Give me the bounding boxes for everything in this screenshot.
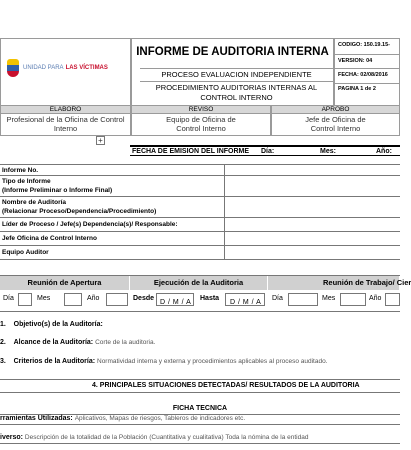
doc-page: PAGINA 1 de 2 xyxy=(338,86,376,92)
reviso-value: Equipo de Oficina de Control Interno xyxy=(166,115,236,133)
trabajo-month-field[interactable] xyxy=(340,293,366,306)
apertura-year-label: Año xyxy=(87,295,100,302)
trabajo-day-field[interactable] xyxy=(288,293,318,306)
meta-divider xyxy=(335,54,399,55)
info-row-equipo xyxy=(0,246,400,260)
apertura-year-field[interactable] xyxy=(106,293,128,306)
trabajo-year-label: Año xyxy=(369,295,382,302)
section-4-heading: 4. PRINCIPALES SITUACIONES DETECTADAS/ RESULTADOS DE LA AUDITORIA xyxy=(0,379,400,393)
ejecucion-header: Ejecución de la Auditoria xyxy=(130,276,268,290)
emission-label: FECHA DE EMISION DEL INFORME xyxy=(132,148,250,155)
emission-year-label: Año: xyxy=(376,148,392,155)
meetings-table xyxy=(0,275,411,312)
objective-label: Objetivo(s) de la Auditoría: xyxy=(13,321,103,328)
trabajo-month-label: Mes xyxy=(322,295,336,302)
objective-item xyxy=(0,320,103,329)
criteria-label: Criterios de la Auditoría: xyxy=(13,358,96,365)
apertura-header: Reunión de Apertura xyxy=(0,276,130,290)
scope-label: Alcance de la Auditoría: xyxy=(13,339,94,346)
doc-version: VERSION: 04 xyxy=(338,58,373,64)
info-row-lider xyxy=(0,218,400,232)
logo-cell xyxy=(0,38,131,106)
hasta-format-hint: D / M / A xyxy=(230,299,262,306)
emission-date-row xyxy=(130,145,400,156)
criteria-item xyxy=(0,357,328,366)
meta-divider xyxy=(335,83,399,84)
report-title: INFORME DE AUDITORIA INTERNA xyxy=(136,46,329,58)
scope-num: 2. xyxy=(0,339,6,346)
info-label: Equipo Auditor xyxy=(2,249,49,256)
universo-label: iverso: xyxy=(0,434,23,441)
criteria-num: 3. xyxy=(0,358,6,365)
desde-format-hint: D / M / A xyxy=(160,299,192,306)
logo-text-2: LAS VÍCTIMAS xyxy=(65,65,108,71)
aprobo-value: Jefe de Oficina de Control Interno xyxy=(305,115,366,133)
signature-row xyxy=(0,106,400,136)
trabajo-year-field[interactable] xyxy=(385,293,400,306)
ficha-tecnica-heading: FICHA TECNICA xyxy=(0,404,400,415)
apertura-month-label: Mes xyxy=(37,295,51,302)
doc-code: CODIGO: 150.19.15- xyxy=(338,42,390,48)
hasta-label: Hasta xyxy=(200,295,220,302)
emission-day-label: Día: xyxy=(261,148,275,155)
info-row-jefe xyxy=(0,232,400,246)
emission-month-label: Mes: xyxy=(320,148,336,155)
elaboro-col xyxy=(0,106,131,136)
info-label: Líder de Proceso / Jefe(s) Dependencia(s)/ Responsable: xyxy=(2,221,178,228)
herramientas-label: rramientas Utilizadas: xyxy=(0,415,73,422)
scope-text: Corte de la auditoria. xyxy=(95,339,156,346)
desde-label: Desde xyxy=(133,295,155,302)
aprobo-label: APROBO xyxy=(272,106,399,114)
aprobo-col xyxy=(271,106,400,136)
info-row-informe-no xyxy=(0,164,400,176)
herramientas-row xyxy=(0,414,400,425)
title-cell xyxy=(131,38,334,106)
shield-emblem-icon xyxy=(7,59,19,77)
procedure-name: PROCEDIMIENTO AUDITORIAS INTERNAS AL CONTROL INTERNO xyxy=(155,83,318,102)
universo-text: Descripción de la totalidad de la Población (Cuantitativa y cualitativa) Toda la nómina de la entidad xyxy=(24,434,309,441)
entity-logo xyxy=(7,59,108,77)
meta-divider xyxy=(335,68,399,69)
elaboro-label: ELABORO xyxy=(1,106,130,114)
process-name: PROCESO EVALUACION INDEPENDIENTE xyxy=(140,68,333,82)
info-label: Nombre de Auditoría xyxy=(2,199,67,206)
info-label: Informe No. xyxy=(2,167,39,174)
info-row-tipo xyxy=(0,176,400,197)
meta-cell xyxy=(334,38,400,106)
info-label: Tipo de Informe xyxy=(2,178,51,185)
report-info-table xyxy=(0,164,400,260)
elaboro-value: Profesional de la Oficina de Control Interno xyxy=(6,115,125,133)
trabajo-header: Reunión de Trabajo/ Cier xyxy=(268,276,400,290)
herramientas-text: Aplicativos, Mapas de riesgos, Tableros de indicadores etc. xyxy=(74,415,246,422)
criteria-text: Normatividad interna y externa y procedimientos aplicables al proceso auditado. xyxy=(97,358,328,365)
info-sublabel: (Relacionar Proceso/Dependencia/Procedimiento) xyxy=(2,208,157,215)
trabajo-day-label: Día xyxy=(272,295,283,302)
scope-item xyxy=(0,338,155,347)
reviso-col xyxy=(131,106,271,136)
apertura-day-field[interactable] xyxy=(18,293,32,306)
objective-num: 1. xyxy=(0,321,6,328)
universo-row xyxy=(0,433,400,444)
info-sublabel: (Informe Preliminar o Informe Final) xyxy=(2,187,113,194)
apertura-day-label: Día xyxy=(3,295,14,302)
expand-icon[interactable]: + xyxy=(96,136,105,145)
document-header xyxy=(0,38,400,106)
reviso-label: REVISO xyxy=(132,106,270,114)
info-row-nombre xyxy=(0,197,400,218)
logo-text-1: UNIDAD PARA xyxy=(23,65,64,71)
info-label: Jefe Oficina de Control Interno xyxy=(2,235,97,242)
apertura-month-field[interactable] xyxy=(64,293,82,306)
doc-date: FECHA: 02/08/2016 xyxy=(338,72,388,78)
